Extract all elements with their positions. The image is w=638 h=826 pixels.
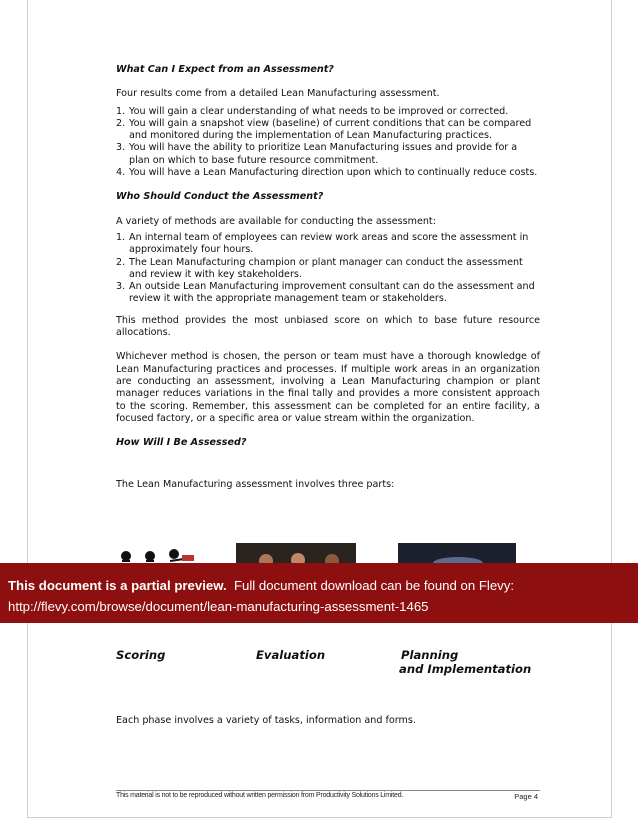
page-number: Page 4	[514, 792, 538, 801]
preview-banner	[0, 563, 638, 623]
list-item: 3. You will have the ability to prioritize Lean Manufacturing issues and provide for a plan on which to base future resource commitment.	[116, 142, 518, 166]
phase-implementation: and Implementation	[399, 662, 532, 676]
phase-evaluation: Evaluation	[256, 648, 326, 662]
planning-image	[398, 543, 516, 565]
phase-planning: Planning	[401, 648, 459, 662]
scoring-image	[118, 544, 208, 564]
document-body	[116, 64, 540, 501]
list-item: 1. An internal team of employees can review work areas and score the assessment in approximately four hours.	[116, 231, 529, 256]
evaluation-image	[236, 543, 356, 565]
expect-list	[116, 106, 540, 180]
list-item: 1. You will gain a clear understanding of what needs to be improved or corrected.	[116, 105, 509, 117]
how-intro: The Lean Manufacturing assessment involves three parts:	[116, 479, 395, 491]
footer-notice: This material is not to be reproduced without written permission from Productivity Solutions Limited.	[116, 792, 404, 799]
expect-intro: Four results come from a detailed Lean Manufacturing assessment.	[116, 88, 440, 100]
banner-link[interactable]: http://flevy.com/browse/document/lean-manufacturing-assessment-1465	[8, 599, 429, 614]
who-heading: Who Should Conduct the Assessment?	[116, 191, 324, 203]
banner-message	[8, 578, 514, 593]
closing-text: Each phase involves a variety of tasks, information and forms.	[116, 715, 416, 726]
who-intro: A variety of methods are available for conducting the assessment:	[116, 215, 436, 227]
banner-normal-text: Full document download can be found on Flevy:	[233, 578, 515, 593]
list-item: 2. You will gain a snapshot view (baseline) of current conditions that can be compared and monitored during the implementation of Lean Manufacturing practices.	[116, 117, 532, 142]
expect-heading: What Can I Expect from an Assessment?	[116, 64, 334, 75]
banner-bold-text: This document is a partial preview.	[8, 578, 227, 593]
phase-scoring: Scoring	[116, 648, 166, 662]
how-heading: How Will I Be Assessed?	[116, 437, 247, 449]
list-item: 4. You will have a Lean Manufacturing direction upon which to continually reduce costs.	[116, 167, 538, 179]
list-item: 3. An outside Lean Manufacturing improvement consultant can do the assessment and review it with the appropriate management team or stakeholders.	[116, 281, 535, 305]
who-para-2: Whichever method is chosen, the person or team must have a thorough knowledge of Lean Manufacturing practices and processes. If multiple work areas in an organization are conducting an assessment, involving a Lean Manufacturing champion or plant manager reduces variations in the final tally and provides a more consistent approach to the scoring. Remember, this assessment can be completed for an entire facility, a focused factory, or a specific area or value stream within the organization.	[116, 351, 540, 424]
who-para-1: This method provides the most unbiased score on which to base future resource allocations.	[116, 314, 540, 339]
who-list	[116, 232, 540, 306]
list-item: 2. The Lean Manufacturing champion or plant manager can conduct the assessment and review it with key stakeholders.	[116, 256, 523, 280]
footer-divider	[116, 790, 540, 791]
